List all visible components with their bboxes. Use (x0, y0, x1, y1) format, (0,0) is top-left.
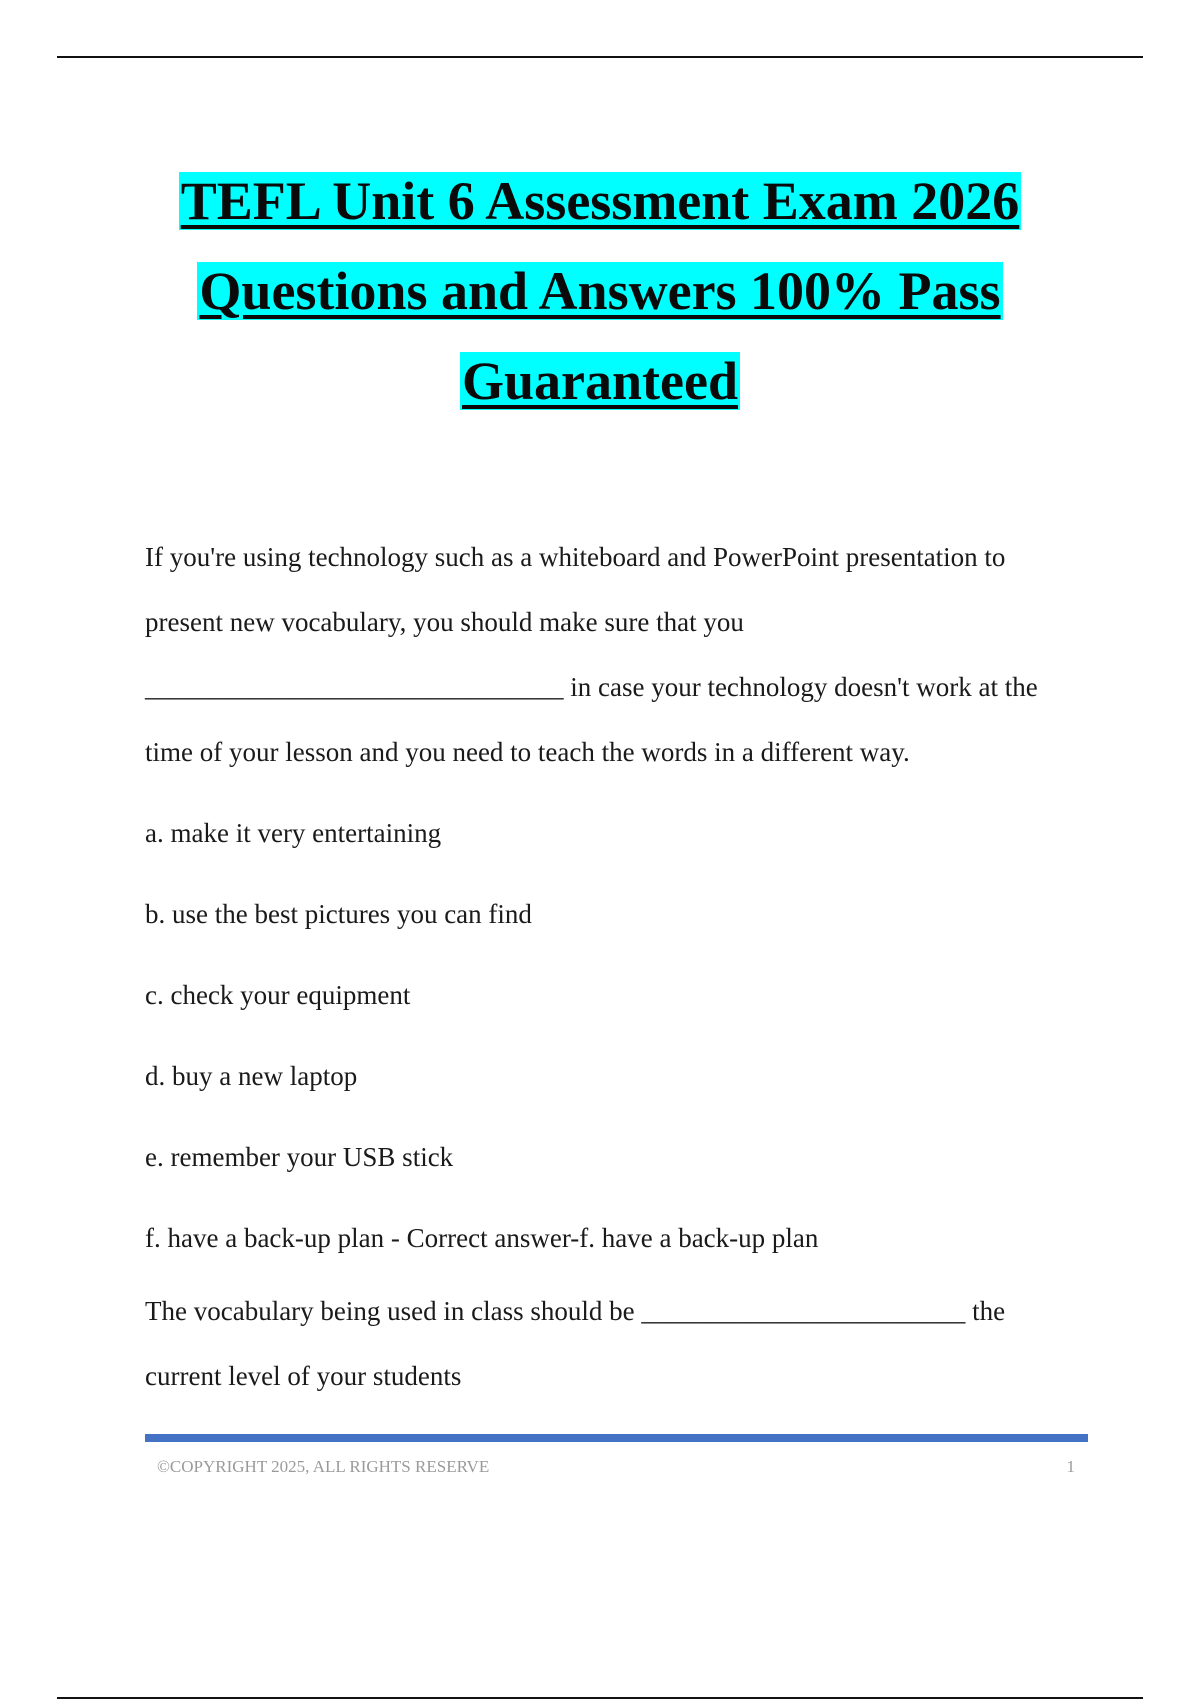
question-1-line-1: If you're using technology such as a whiteboard and PowerPoint presentation to (145, 542, 1006, 572)
question-2-line-1: The vocabulary being used in class should be ________________________ the (145, 1296, 1006, 1326)
page-number: 1 (1066, 1457, 1075, 1476)
option-f-answer: f. have a back-up plan - Correct answer-f. have a back-up plan (145, 1223, 819, 1253)
title-line-2: Questions and Answers 100% Pass (199, 261, 1001, 321)
bottom-rule (57, 1697, 1143, 1699)
question-1-options (145, 793, 1085, 1279)
top-rule (57, 56, 1143, 58)
document-body (145, 525, 1085, 1409)
question-1-line-3: _______________________________ in case your technology doesn't work at the (145, 672, 1038, 702)
option-e: e. remember your USB stick (145, 1142, 454, 1172)
document-title (0, 170, 1200, 440)
question-1 (145, 525, 1085, 785)
option-a: a. make it very entertaining (145, 818, 442, 848)
question-2-line-2: current level of your students (145, 1361, 462, 1391)
question-1-line-2: present new vocabulary, you should make sure that you (145, 607, 744, 637)
option-d: d. buy a new laptop (145, 1061, 358, 1091)
title-line-3: Guaranteed (462, 351, 738, 411)
question-2 (145, 1279, 1085, 1409)
title-line-1: TEFL Unit 6 Assessment Exam 2026 (180, 171, 1020, 231)
option-c: c. check your equipment (145, 980, 411, 1010)
option-b: b. use the best pictures you can find (145, 899, 532, 929)
question-1-line-4: time of your lesson and you need to teach the words in a different way. (145, 737, 910, 767)
footer-copyright: ©COPYRIGHT 2025, ALL RIGHTS RESERVE (157, 1457, 490, 1476)
footer-bar (145, 1434, 1088, 1442)
